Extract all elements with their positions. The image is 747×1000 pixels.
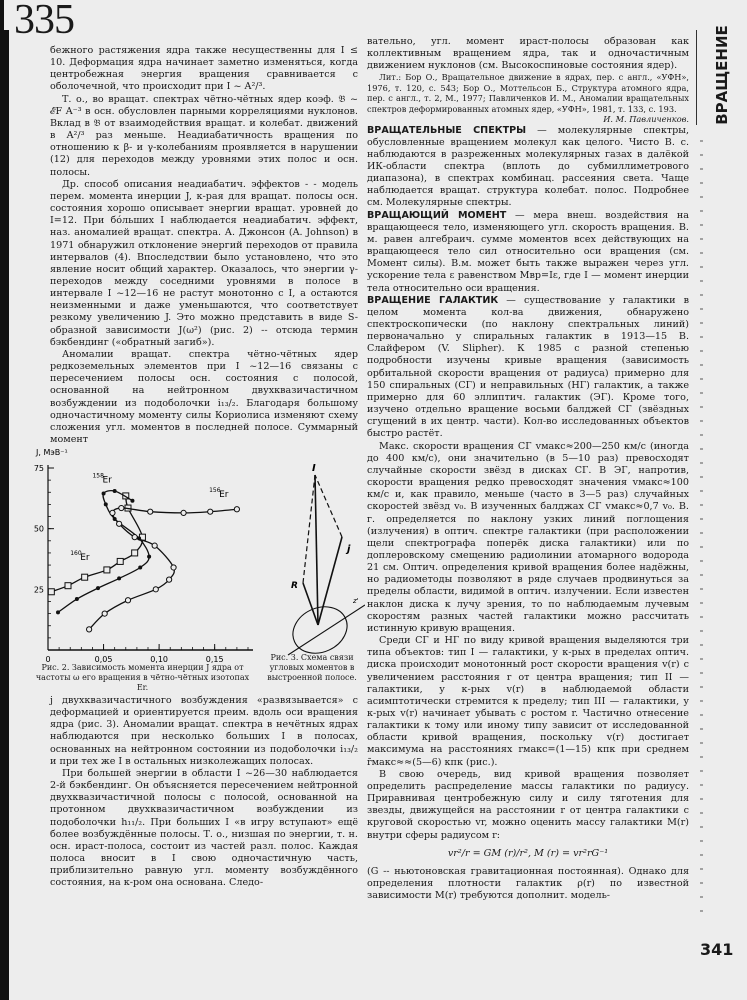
data-point-158Er bbox=[96, 586, 100, 590]
data-point-160Er bbox=[132, 550, 138, 556]
data-point-156Er bbox=[152, 543, 157, 548]
data-point-158Er bbox=[130, 499, 134, 503]
series-label-mass: 158 bbox=[92, 472, 104, 480]
entry-text: — молекулярные спектры, обусловленные вращением молекул как целого. Чисто В. с. наблюдаются в разреженных молекулярных газах в далёкой ИК-области спектра (вплоть до субмиллиметрового диапазона), в спектрах комбинац. рассеяния света. Чаще наблюдается вращат. структура колебат. полос. Подробнее см. Молекулярные спектры. bbox=[367, 124, 689, 209]
fig3-vector-I bbox=[315, 475, 318, 625]
paragraph: Аномалии вращат. спектра чётно-чётных ядер редкоземельных элементов при I ~12—16 связаны с пересечением полосы осн. состояния с полосой, основанной на нейтронном двухквазичастичном возбуждении из подоболочки i₁₃/₂. Благодаря большому одночастичному моменту силы Кориолиса изменяют схему сложения угл. моментов в последней полосе. Суммарный момент bbox=[50, 348, 358, 445]
data-point-156Er bbox=[208, 509, 213, 514]
data-point-160Er bbox=[65, 583, 71, 589]
data-point-158Er bbox=[138, 565, 142, 569]
entry-vrashchenie-galaktik bbox=[367, 295, 689, 441]
left-column-bottom bbox=[50, 695, 358, 890]
x-tick-label: 0,15 bbox=[205, 655, 224, 663]
data-point-156Er bbox=[171, 565, 176, 570]
literature-refs: Лит.: Бор О., Вращательное движение в ядрах, пер. с англ., «УФН», 1976, т. 120, с. 543; Бор О., Моттельсон Б., Структура атомного ядра, пер. с англ., т. 2, М., 1977; Павличенков И. М., Аномалии вращательных спектров деформированных атомных ядер, «УФН», 1981, т. 133, с. 193. bbox=[367, 72, 689, 114]
y-tick-label: 25 bbox=[33, 585, 44, 595]
data-point-156Er bbox=[234, 507, 239, 512]
data-point-160Er bbox=[82, 574, 88, 580]
entry-text: — мера внеш. воздействия на вращающееся тело, изменяющего угл. скорость вращения. В. м. равен алгебраич. сумме моментов всех действующих на вращающееся тело сил относительно оси вращения (см. Момент силы). В.м. может быть также выражен через угл. ускорение тела ε равенством Mвр=Iε, где I — момент инерции тела относительно оси вращения. bbox=[367, 209, 689, 294]
entry-term: ВРАЩЕНИЕ ГАЛАКТИК bbox=[367, 294, 499, 306]
data-point-158Er bbox=[117, 576, 121, 580]
header-rule bbox=[696, 30, 697, 125]
data-point-158Er bbox=[104, 502, 108, 506]
paragraph: (G -- ньютоновская гравитационная постоянная). Однако для определения плотности галактик ρ(r) по известной зависимости M(r) требуются дополнит. модель- bbox=[367, 865, 689, 902]
x-tick-label: 0 bbox=[45, 655, 51, 663]
series-label-mass: 160 bbox=[70, 550, 82, 558]
data-point-158Er bbox=[56, 610, 60, 614]
paragraph: Среди СГ и НГ по виду кривой вращения выделяются три типа объектов: тип I — галактики, у к-рых в пределах оптич. диска происходит монотонный рост скорости вращения v(r) с увеличением расстояния r от центра вращения; тип II — галактики, у к-рых v(r) в наблюдаемой области асимптотически стремится к пределу; тип III — галактики, у к-рых v(r) начинает убывать с ростом r. Частично отнесение галактики к тому или иному типу зависит от исследованной области кривой вращения, поскольку v(r) достигает максимума на расстояниях rмакс=(1—15) кпк при среднем r̄макс≈≈(5—6) кпк (рис.). bbox=[367, 635, 689, 768]
series-line-156Er bbox=[89, 508, 237, 629]
series-label-element: Er bbox=[219, 490, 229, 501]
data-point-158Er bbox=[113, 489, 117, 493]
paragraph: j двухквазичастичного возбуждения «развязывается» с деформацией и ориентируется преим. вдоль оси вращения ядра (рис. 3). Аномалии вращат. спектра в нечётных ядрах наблюдаются при несколько больших I в полосах, основанных на нейтронном состоянии из подоболочки i₁₃/₂ и при тех же I в остальных низколежащих полосах. bbox=[50, 695, 358, 767]
figure-3-caption: Рис. 3. Схема связи угловых моментов в выстроенной полосе. bbox=[267, 653, 357, 682]
entry-term: ВРАЩАТЕЛЬНЫЕ СПЕКТРЫ bbox=[367, 124, 527, 136]
data-point-160Er bbox=[104, 567, 110, 573]
series-label-mass: 156 bbox=[209, 487, 221, 495]
paragraph: В свою очередь, вид кривой вращения позволяет определить распределение массы галактики по радиусу. Приравнивая центробежную силу и силу тяготения для звезды, движущейся на расстоянии r от центра галактики с круговой скоростью vr, можно оценить массу галактики M(r) внутри сферы радиусом r: bbox=[367, 768, 689, 841]
entry-term: ВРАЩАЮЩИЙ МОМЕНТ bbox=[367, 209, 507, 221]
figure-2-caption: Рис. 2. Зависимость момента инерции J ядра от частоты ω его вращения в чётно-чётных изотопах Er. bbox=[35, 663, 250, 692]
fig3-vector-j bbox=[318, 537, 342, 625]
chart-svg bbox=[20, 445, 365, 663]
fig3-axis-line bbox=[288, 605, 365, 655]
right-column bbox=[367, 36, 689, 902]
data-point-156Er bbox=[110, 510, 115, 515]
running-header bbox=[702, 25, 742, 125]
data-point-156Er bbox=[181, 510, 186, 515]
series-label-element: Er bbox=[80, 553, 90, 564]
data-point-156Er bbox=[102, 611, 107, 616]
data-point-156Er bbox=[153, 587, 158, 592]
paragraph: Макс. скорости вращения СГ vмакс≈200—250 км/с (иногда до 400 км/с), они значительно (в 5—10 раз) превосходят случайные скорости звёзд в дисках СГ. В ЭГ, напротив, скорости вращения редко превосходят значения vмакс≈100 км/с и, как правило, меньше (часто в 3—5 раз) случайных скоростей звёзд v₀. В изученных балджах СГ vмакс≈0,7 v₀. В. г. определяется по наклону узких линий поглощения (излучения) в оптич. спектре галактики (при расположении щели спектрографа поперёк диска галактики) или по доплеровскому смещению радиолинии атомарного водорода 21 см. Оптич. определения кривой вращения более надёжны, но радиометоды позволяют в ряде случаев продвинуться за пределы области, видимой в оптич. излучении. Если известен наклон диска к лучу зрения, то по наблюдаемым лучевым скоростям разных частей галактики можно рассчитать истинную кривую вращения. bbox=[367, 440, 689, 634]
formula: vr²/r = GM (r)/r², M (r) = vr²rG⁻¹ bbox=[447, 847, 609, 859]
data-point-156Er bbox=[167, 577, 172, 582]
data-point-156Er bbox=[125, 598, 130, 603]
data-point-158Er bbox=[102, 491, 106, 495]
data-point-156Er bbox=[132, 535, 137, 540]
x-tick-label: 0,05 bbox=[94, 655, 113, 663]
paragraph: вательно, угл. момент ираст-полосы образован как коллективным вращением ядра, так и одночастичным движением нуклонов (см. Высокоспиновые состояния ядер). bbox=[367, 36, 689, 72]
data-point-158Er bbox=[147, 555, 151, 559]
paragraph: бежного растяжения ядра также несущественны для I ≤ 10. Деформация ядра начинает заметно изменяться, когда центробежная энергия вращения сравнивается с оболочечной, что происходит при I ~ A²/³. bbox=[50, 45, 358, 93]
x-tick-label: 0,10 bbox=[150, 655, 169, 663]
data-point-160Er bbox=[117, 558, 123, 564]
page-edge-bar bbox=[0, 30, 9, 1000]
data-point-156Er bbox=[148, 509, 153, 514]
paragraph: Т. о., во вращат. спектрах чётно-чётных ядер коэф. 𝔅 ~ ℰF A⁻³ в осн. обусловлен парными корреляциями нуклонов. Вклад в 𝔅 от взаимодействия вращат. и колебат. движений в A²/³ раз меньше. Неадиабатичность вращения по отношению к β- и γ-колебаниям проявляется в нарушении (12) для переходов между уровнями этих полос и осн. полосы. bbox=[50, 93, 358, 178]
data-point-158Er bbox=[75, 597, 79, 601]
entry-vrashchayushchiy-moment bbox=[367, 210, 689, 295]
y-tick-label: 50 bbox=[33, 524, 44, 534]
data-point-156Er bbox=[87, 627, 92, 632]
running-header-text: ВРАЩЕНИЕ bbox=[713, 25, 731, 125]
fig3-label-I: I bbox=[312, 463, 316, 474]
fig3-label-axis: z' bbox=[353, 597, 359, 605]
page-number-bottom: 341 bbox=[700, 940, 734, 959]
paragraph: Др. способ описания неадиабатич. эффектов - - модель перем. момента инерции J, к-рая для вращат. полосы осн. состояния хорошо описывает энергии вращат. уровней до I=12. При бóльших I наблюдается неадиабатич. эффект, наз. аномалией вращат. спектра. А. Джонсон (A. Johnson) в 1971 обнаружил отклонение энергий переходов от правила интервалов (4). Впоследствии было установлено, что это явление носит общий характер. Оказалось, что энергии γ-переходов между соседними уровнями в полосе в интервале I ~12—16 не растут монотонно с I, а остаются неизменными и даже уменьшаются, что соответствует резкому увеличению J. Это можно представить в виде S-образной зависимости J(ω²) (рис. 2) -- отсюда термин бэкбендинг («обратный загиб»). bbox=[50, 178, 358, 348]
entry-vrashchatelnye-spektry bbox=[367, 125, 689, 210]
left-column-top bbox=[50, 45, 358, 446]
data-point-156Er bbox=[117, 521, 122, 526]
page-number-top: 335 bbox=[14, 0, 74, 43]
entry-text: — существование у галактики в целом момента кол-ва движения, обнаружено спектроскопически (по наклону спектральных линий) первоначально у спиральных галактик в 1913—15 В. Слайфером (V. Slipher). К 1985 с разной степенью подробности изучены кривые вращения (зависимость орбитальной скорости вращения от радиуса) примерно для 150 спиральных (СГ) и неправильных (НГ) галактик, а также примерно для 60 эллиптич. галактик (ЭГ). Кроме того, изучено отдельно вращение восьми балджей СГ (звёздных сгущений в их центр. части). Кол-во исследованных объектов быстро растёт. bbox=[367, 294, 689, 440]
y-tick-label: 75 bbox=[33, 464, 44, 473]
literature-author: И. М. Павличенков. bbox=[603, 114, 689, 125]
fig3-dashed-line bbox=[303, 475, 315, 583]
margin-dots bbox=[700, 140, 703, 920]
literature bbox=[367, 72, 689, 124]
paragraph: При большей энергии в области I ~26—30 наблюдается 2-й бэкбендинг. Он объясняется пересечением нейтронной двухквазичастичной полосы с полосой, основанной на протонном двухквазичастичном возбуждении из подоболочки h₁₁/₂. При больших I «в игру вступают» ещё более возбуждённые полосы. Т. о., низшая по энергии, т. н. осн. ираст-полоса, состоит из частей разл. полос. Каждая полоса вносит в I свою одночастичную часть, приблизительно равную угл. моменту возбуждённого состояния, на к-ром она основана. Следо- bbox=[50, 767, 358, 889]
data-point-156Er bbox=[119, 505, 124, 510]
fig3-vector-R bbox=[303, 583, 318, 625]
y-axis-label: J, МэВ⁻¹ bbox=[36, 448, 68, 457]
fig3-label-j: j bbox=[347, 544, 351, 555]
fig3-dashed-line bbox=[315, 475, 342, 537]
data-point-160Er bbox=[48, 589, 54, 595]
series-label-element: Er bbox=[102, 475, 112, 486]
fig3-label-R: R bbox=[291, 581, 298, 591]
